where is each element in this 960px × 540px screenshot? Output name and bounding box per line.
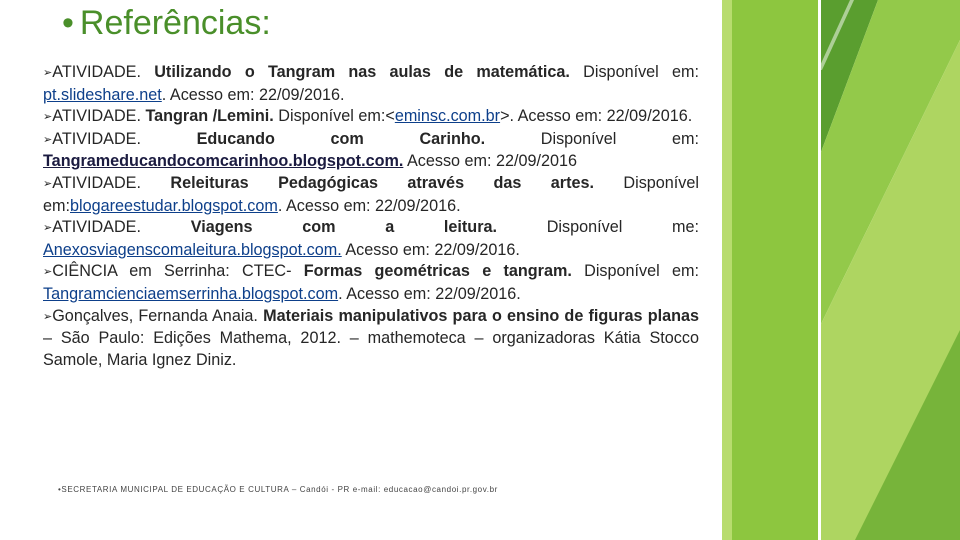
ref-text: Disponível em: [571, 262, 699, 281]
ref-text: Acesso em: 22/09/2016. [341, 240, 520, 259]
reference-item [43, 306, 699, 372]
reference-list [43, 62, 699, 371]
ref-title: Educando com Carinho. [196, 129, 486, 148]
ref-title: Utilizando o Tangram nas aulas de matemática. [154, 63, 570, 81]
arrow-icon: ➢ [43, 266, 53, 279]
ref-text: – São Paulo: Edições Mathema, 2012. – mathemoteca – organizadoras Kátia Stocco Samole, Maria Ignez Diniz. [43, 329, 699, 369]
reference-item [43, 106, 699, 129]
title-bullet: • [62, 4, 74, 42]
white-sliver [818, 0, 821, 540]
reference-item [43, 217, 699, 261]
ref-text: Acesso em: 22/09/2016 [403, 152, 578, 171]
ref-title: Formas geométricas e tangram. [303, 262, 572, 281]
ref-text: >. Acesso em: 22/09/2016. [500, 107, 693, 126]
ref-link[interactable]: blogareestudar.blogspot.com [70, 196, 278, 215]
ref-link[interactable]: eminsc.com.br [394, 107, 501, 126]
ref-link[interactable]: Tangramcienciaemserrinha.blogspot.com [43, 284, 339, 303]
ref-link[interactable]: Tangrameducandocomcarinhoo.blogspot.com. [43, 152, 404, 171]
reference-item [43, 261, 699, 305]
arrow-icon: ➢ [43, 133, 53, 146]
ref-text: ATIVIDADE. [52, 173, 171, 192]
arrow-icon: ➢ [43, 111, 53, 124]
arrow-icon: ➢ [43, 67, 53, 79]
ref-text: . Acesso em: 22/09/2016. [338, 284, 521, 303]
page-title [62, 4, 271, 43]
ref-text: . Acesso em: 22/09/2016. [277, 196, 461, 215]
reference-item [43, 129, 699, 173]
green-panel-main [732, 0, 818, 540]
ref-link[interactable]: Anexosviagenscomaleitura.blogspot.com. [43, 240, 342, 259]
reference-item [43, 173, 699, 217]
ref-title: Tangran /Lemini. [145, 107, 274, 126]
ref-title: Viagens com a leitura. [190, 218, 497, 237]
green-decoration [700, 0, 960, 540]
ref-text: Disponível me: [497, 218, 700, 237]
ref-link[interactable]: pt.slideshare.net [43, 85, 162, 104]
ref-text: Gonçalves, Fernanda Anaia. [52, 306, 264, 325]
ref-title: Materiais manipulativos para o ensino de figuras planas [263, 306, 699, 325]
arrow-icon: ➢ [43, 222, 53, 235]
footer [58, 485, 498, 494]
ref-title: Releituras Pedagógicas através das artes. [170, 173, 594, 192]
ref-text: Disponível em: [569, 63, 700, 81]
ref-text: ATIVIDADE. [52, 218, 191, 237]
ref-text: ATIVIDADE. [52, 129, 197, 148]
ref-text: . Acesso em: 22/09/2016. [161, 85, 345, 104]
ref-text: Disponível em:< [273, 107, 395, 126]
footer-text: SECRETARIA MUNICIPAL DE EDUCAÇÃO E CULTURA – Candói - PR e-mail: educacao@candoi.pr.gov.br [61, 485, 498, 494]
arrow-icon: ➢ [43, 310, 53, 323]
arrow-icon: ➢ [43, 177, 53, 190]
reference-item [43, 62, 699, 106]
ref-text: Disponível em: [43, 173, 699, 215]
title-text: Referências: [79, 4, 271, 42]
ref-text: ATIVIDADE. [52, 107, 146, 126]
ref-text: CIÊNCIA em Serrinha: CTEC- [52, 262, 304, 281]
footer-bullet: • [58, 485, 62, 494]
ref-text: Disponível em: [485, 129, 699, 148]
ref-text: ATIVIDADE. [52, 63, 155, 81]
